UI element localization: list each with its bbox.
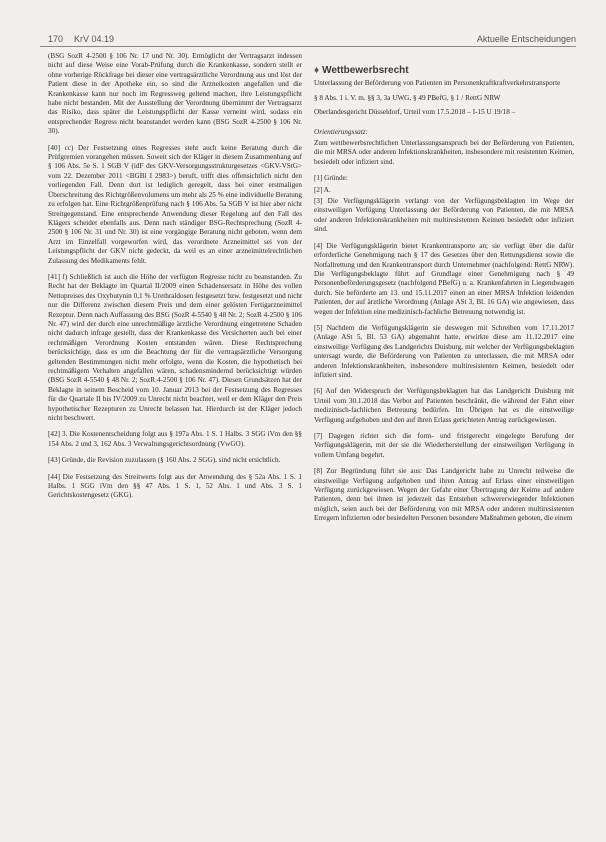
paragraph: [1] Gründe:: [314, 174, 348, 183]
paragraph: [7] Dagegen richtet sich die form- und fristgerecht eingelegte Berufung der Verfügungsklägerin, mit der sie die Wiederherstellung der einstweiligen Verfügung in vollem Umfang begehrt.: [314, 432, 574, 459]
orientation-text: Zum wettbewerbsrechtlichen Unterlassungsanspruch bei der Beförderung von Patienten, die mit MRSA oder anderen Infektionskrankheiten, insbesondere mit resistenten Keimen, besiedelt oder infiziert sind.: [314, 139, 574, 166]
paragraph: (BSG SozR 4-2500 § 106 Nr. 17 und Nr. 30). Ermöglicht der Vertragsarzt indessen nicht auf diese Weise eine Vorab-Prüfung durch die Krankenkasse, sondern stellt er ohne vorherige Rückfrage bei dieser eine vertragsärztliche Verordnung aus und löst der Patient diese in der Apotheke ein, so sind die Arzneikosten angefallen und die Krankenkasse kann nur noch im Regressweg geltend machen, ihre Leistungspflicht habe nicht bestanden. Mit der Ausstellung der Verordnung übernimmt der Vertragsarzt das Risiko, dass später die Leistungspflicht der Kasse verneint wird, sodass ein entsprechender Regress nicht beanstandet werden kann (BSG SozR 4-2500 § 106 Nr. 30).: [48, 52, 302, 136]
page-number: 170: [48, 34, 64, 44]
paragraph: [2] A.: [314, 185, 331, 194]
orientation-heading: Orientierungssatz:: [314, 127, 368, 136]
section-title: Aktuelle Entscheidungen: [476, 34, 576, 44]
paragraph: [43] Gründe, die Revision zuzulassen (§ 160 Abs. 2 SGG), sind nicht ersichtlich.: [48, 456, 281, 465]
paragraph: [6] Auf den Widerspruch der Verfügungsbeklagten hat das Landgericht Duisburg mit Urteil vom 30.1.2018 das Verbot auf Patienten beschränkt, die während der Fahrt einer medizinisch-fachlichen Betreuung bedürfen. Im Übrigen hat es die einstweilige Verfügung aufgehoben und den auf ihren Erlass gerichteten Antrag zurückgewiesen.: [314, 387, 574, 424]
headline-text: Wettbewerbsrecht: [322, 65, 409, 76]
paragraph: [3] Die Verfügungsklägerin verlangt von der Verfügungsbeklagten im Wege der einstweiligen Verfügung Unterlassung der Beförderung von Patienten, die mit MRSA oder anderen Infektionskrankheiten mit multiresistenten Keimen besiedelt oder infiziert sind.: [314, 197, 574, 234]
left-column: [48, 52, 302, 508]
court-reference: Oberlandesgericht Düsseldorf, Urteil vom 17.5.2018 – I-15 U 19/18 –: [314, 108, 516, 117]
running-header: [40, 32, 576, 47]
paragraph: [41] f) Schließlich ist auch die Höhe der verfügten Regresse nicht zu beanstanden. Zu Recht hat der Beklagte im Quartal II/2009 einen Schadensersatz in Höhe des vollen Nettopreises des Oxybutynin 0,1 % Urethraldosen festgesetzt bzw. festgesetzt und nicht nur die Differenz zwischen diesem Preis und dem einer gelösten Fertigarzneimittel Rezeptur. Denn nach Auffassung des BSG (SozR 4-5540 § 48 Nr. 2; SozR 4-2500 § 106 Nr. 47) wird der durch eine unrechtmäßige ärztliche Verordnung eingetretene Schaden nicht dadurch infrage gestellt, dass der Krankenkasse des Versicherten auch bei einer rechtmäßigen Verordnung Kosten entstanden wären. Diese Rechtsprechung berücksichtige, dass es um die Beachtung der für die vertragsärztliche Versorgung geltenden Bestimmungen nicht mehr erfolgte, wenn die Kosten, die hypothetisch bei rechtmäßigem Verhalten angefallen wären, schadensmindernd berücksichtigt würden (BSG SozR 4-5540 § 48 Nr. 2; SozR 4-2500 § 106 Nr. 47). Diesen Grundsätzen hat der Beklagte in seinem Bescheid vom 10. Januar 2013 bei der Festsetzung des Regresses für die Quartale II bis IV/2009 zu Unrecht nicht beachtet, weil er dem Kläger den Preis hypothetischer Rezepturen zu Unrecht belassen hat. Hierdurch ist der Kläger jedoch nicht beschwert.: [48, 272, 302, 423]
paragraph: [4] Die Verfügungsklägerin bietet Krankentransporte an; sie verfügt über die dafür erforderliche Genehmigung nach § 17 des Gesetzes über den Rettungsdienst sowie die Notfallrettung und den Krankentransport durch Unternehmer (nachfolgend: RettG NRW). Die Verfügungsbeklagte führt auf Grundlage einer Genehmigung nach § 49 Personenbeförderungsgesetz (nachfolgend PBefG) u. a. Krankenfahrten in Liegendwagen durch. Sie beförderte am 13. und 15.11.2017 einen an einer MRSA Infektion leidenden Patienten, der auf ärztliche Verordnung (Anlage ASt 3, Bl. 16 GA) wie angewiesen, dass wegen der Infektion eine medizinisch-fachliche Betreuung notwendig ist.: [314, 241, 574, 316]
journal-name: KrV 04.19: [74, 34, 115, 44]
paragraph: [42] 3. Die Kostenentscheidung folgt aus § 197a Abs. 1 S. 1 Halbs. 3 SGG iVm den §§ 154 Abs. 2 und 3, 162 Abs. 3 Verwaltungsgerichtsordnung (VwGO).: [48, 430, 302, 448]
section-headline: [314, 66, 574, 75]
paragraph: [40] cc) Der Festsetzung eines Regresses steht auch keine Beratung durch die Prüfgremien vorangehen müssen. Soweit sich der Kläger in diesem Zusammenhang auf § 106 Abs. 5e S. 1 SGB V (idF des GKV-Versorgungsstrukturgesetzes <GKV-VStG> vom 22. Dezember 2011 <BGBl I 2983>) beruft, trifft dies offensichtlich nicht den vorliegenden Fall. Denn dort ist lediglich geregelt, dass bei einer erstmaligen Überschreitung des Richtgrößenvolumens um mehr als 25 % eine individuelle Beratung zu erfolgen hat. Eine Richtgrößenprüfung nach § 106 Abs. 5a SGB V ist hier aber nicht Streitgegenstand. Eine entsprechende Anwendung dieser Regelung auf den Fall des Klägers scheidet ebenfalls aus. Denn nach ständiger BSG-Rechtsprechung (SozR 4-2500 § 106 Nr. 31 und Nr. 30) ist eine vorgängige Beratung nicht geboten, wenn dem Arzt im Einzelfall vorgeworfen wird, das verordnete Arzneimittel sei von der Leistungspflicht der GKV nicht gedeckt, da weil es an einer arzneimittelrechtlichen Zulassung des Medikaments fehlt.: [48, 143, 302, 265]
right-column: [314, 52, 574, 531]
diamond-icon: ♦: [314, 65, 320, 76]
paragraph: [8] Zur Begründung führt sie aus: Das Landgericht habe zu Unrecht teilweise die einstweilige Verfügung aufgehoben und ihren Antrag auf Erlass einer einstweiligen Verfügung zurückgewiesen. Wegen der Gefahr einer Übertragung der Keime auf andere Patienten, denn bei ihnen ist jederzeit das Entstehen schwererwiegender Infektionen möglich, seien auch bei der Beförderung von mit MRSA oder anderen multiresistenten Erregern infizierten oder besiedelten Personen besondere Maßnahmen geboten, die einem: [314, 467, 574, 523]
case-subtitle: Unterlassung der Beförderung von Patienten im Personenkraftkraftverkehrstransporte: [314, 79, 561, 88]
paragraph: [44] Die Festsetzung des Streitwerts folgt aus der Anwendung des § 52a Abs. 1 S. 1 Halbs. 1 SGG iVm den §§ 47 Abs. 1 S. 1, 52 Abs. 1 und Abs. 3 S. 1 Gerichtskostengesetz (GKG).: [48, 472, 302, 500]
legal-norms: § 8 Abs. 1 i. V. m. §§ 3, 3a UWG, § 49 PBefG, § 1 / RettG NRW: [314, 93, 501, 102]
paragraph: [5] Nachdem die Verfügungsklägerin sie deswegen mit Schreiben vom 17.11.2017 (Anlage ASt 5, Bl. 53 GA) abgemahnt hatte, erwirkte diese am 11.12.2017 eine einstweilige Verfügung des Landgerichts Duisburg, mit welcher der Verfügungsbeklagten untersagt wurde, die Beförderung von Patienten zu unterlassen, die mit MRSA oder anderen Infektionskrankheiten, insbesondere multiresistenten Keimen, besiedelt oder infiziert sind.: [314, 323, 574, 379]
